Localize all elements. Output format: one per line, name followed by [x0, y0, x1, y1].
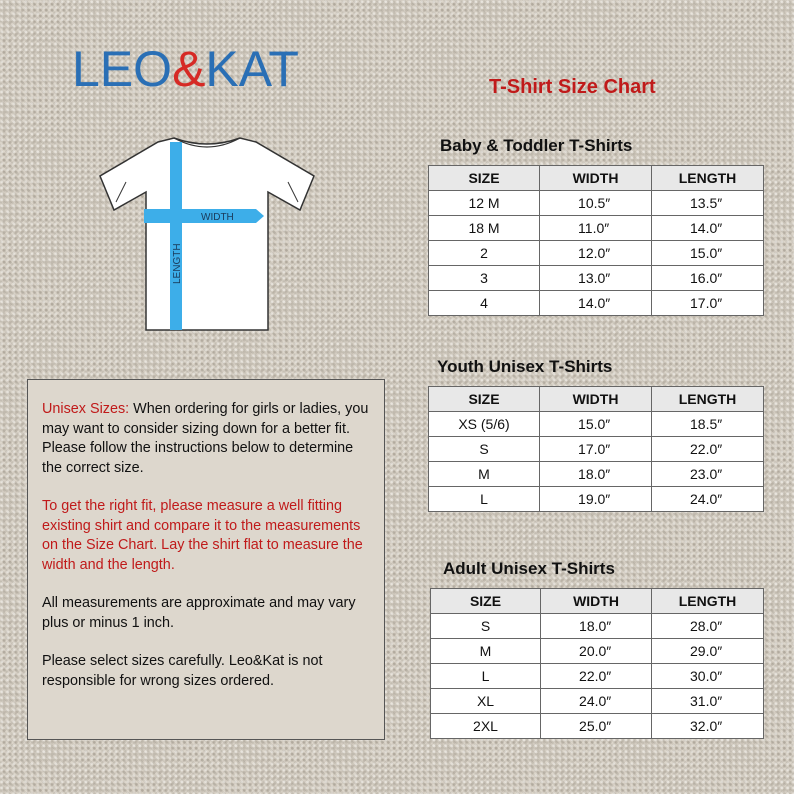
- size-cell: M: [429, 462, 540, 487]
- length-cell: 13.5″: [652, 191, 764, 216]
- table-row: [429, 462, 764, 487]
- size-cell: L: [429, 487, 540, 512]
- size-cell: S: [431, 614, 541, 639]
- size-cell: 18 M: [429, 216, 540, 241]
- unisex-text: When ordering for girls or ladies, you may want to consider sizing down for a better fit. Please follow the instructions below to determine the correct size.: [42, 401, 369, 476]
- length-cell: 17.0″: [652, 291, 764, 316]
- size-cell: XS (5/6): [429, 412, 540, 437]
- table-row: [429, 291, 764, 316]
- size-cell: 3: [429, 266, 540, 291]
- page-title: T-Shirt Size Chart: [489, 76, 656, 98]
- length-cell: 22.0″: [652, 437, 764, 462]
- width-cell: 11.0″: [540, 216, 652, 241]
- size-cell: 2: [429, 241, 540, 266]
- tshirt-diagram: [96, 136, 318, 336]
- length-cell: 23.0″: [652, 462, 764, 487]
- table-row: [431, 714, 764, 739]
- logo-leo: LEO: [72, 41, 173, 97]
- table-header-row: [431, 589, 764, 614]
- width-cell: 18.0″: [541, 614, 652, 639]
- youth-section-title: Youth Unisex T-Shirts: [437, 357, 613, 376]
- width-cell: 22.0″: [541, 664, 652, 689]
- header-size: SIZE: [429, 387, 540, 412]
- size-cell: M: [431, 639, 541, 664]
- sizing-info-box: [27, 379, 385, 740]
- length-bar: [170, 142, 182, 330]
- unisex-paragraph: [42, 400, 370, 478]
- length-cell: 14.0″: [652, 216, 764, 241]
- width-cell: 18.0″: [540, 462, 652, 487]
- select-paragraph: Please select sizes carefully. Leo&Kat is not responsible for wrong sizes ordered.: [42, 653, 323, 689]
- tshirt-outline: [100, 138, 314, 330]
- header-width: WIDTH: [541, 589, 652, 614]
- header-size: SIZE: [429, 166, 540, 191]
- table-row: [429, 437, 764, 462]
- logo-kat: KAT: [205, 41, 299, 97]
- size-cell: 2XL: [431, 714, 541, 739]
- length-cell: 28.0″: [652, 614, 764, 639]
- width-cell: 13.0″: [540, 266, 652, 291]
- length-cell: 30.0″: [652, 664, 764, 689]
- header-width: WIDTH: [540, 166, 652, 191]
- width-label: WIDTH: [201, 212, 234, 223]
- length-cell: 31.0″: [652, 689, 764, 714]
- table-row: [429, 241, 764, 266]
- approx-paragraph: All measurements are approximate and may vary plus or minus 1 inch.: [42, 595, 356, 631]
- width-cell: 12.0″: [540, 241, 652, 266]
- baby-section-title: Baby & Toddler T-Shirts: [440, 136, 633, 155]
- table-row: [429, 412, 764, 437]
- width-cell: 15.0″: [540, 412, 652, 437]
- adult-size-table: [430, 588, 764, 739]
- table-row: [429, 487, 764, 512]
- table-row: [431, 664, 764, 689]
- fit-paragraph: To get the right fit, please measure a well fitting existing shirt and compare it to the measurements on the Size Chart. Lay the shirt flat to measure the width and the length.: [42, 498, 363, 573]
- table-row: [429, 266, 764, 291]
- baby-size-table: [428, 165, 764, 316]
- width-cell: 25.0″: [541, 714, 652, 739]
- width-cell: 24.0″: [541, 689, 652, 714]
- width-cell: 20.0″: [541, 639, 652, 664]
- table-row: [429, 216, 764, 241]
- table-row: [429, 191, 764, 216]
- header-length: LENGTH: [652, 387, 764, 412]
- unisex-label: Unisex Sizes:: [42, 401, 130, 417]
- header-size: SIZE: [431, 589, 541, 614]
- width-cell: 14.0″: [540, 291, 652, 316]
- header-length: LENGTH: [652, 166, 764, 191]
- length-label: LENGTH: [172, 243, 183, 284]
- width-cell: 17.0″: [540, 437, 652, 462]
- size-cell: 12 M: [429, 191, 540, 216]
- adult-section-title: Adult Unisex T-Shirts: [443, 559, 615, 578]
- table-header-row: [429, 166, 764, 191]
- size-cell: S: [429, 437, 540, 462]
- length-cell: 18.5″: [652, 412, 764, 437]
- size-cell: L: [431, 664, 541, 689]
- length-cell: 16.0″: [652, 266, 764, 291]
- size-cell: XL: [431, 689, 541, 714]
- table-row: [431, 614, 764, 639]
- brand-logo: [72, 41, 299, 97]
- table-row: [431, 639, 764, 664]
- length-cell: 29.0″: [652, 639, 764, 664]
- width-cell: 10.5″: [540, 191, 652, 216]
- length-cell: 32.0″: [652, 714, 764, 739]
- length-cell: 15.0″: [652, 241, 764, 266]
- header-length: LENGTH: [652, 589, 764, 614]
- width-cell: 19.0″: [540, 487, 652, 512]
- youth-size-table: [428, 386, 764, 512]
- size-cell: 4: [429, 291, 540, 316]
- table-header-row: [429, 387, 764, 412]
- header-width: WIDTH: [540, 387, 652, 412]
- logo-ampersand: &: [172, 41, 206, 97]
- table-row: [431, 689, 764, 714]
- length-cell: 24.0″: [652, 487, 764, 512]
